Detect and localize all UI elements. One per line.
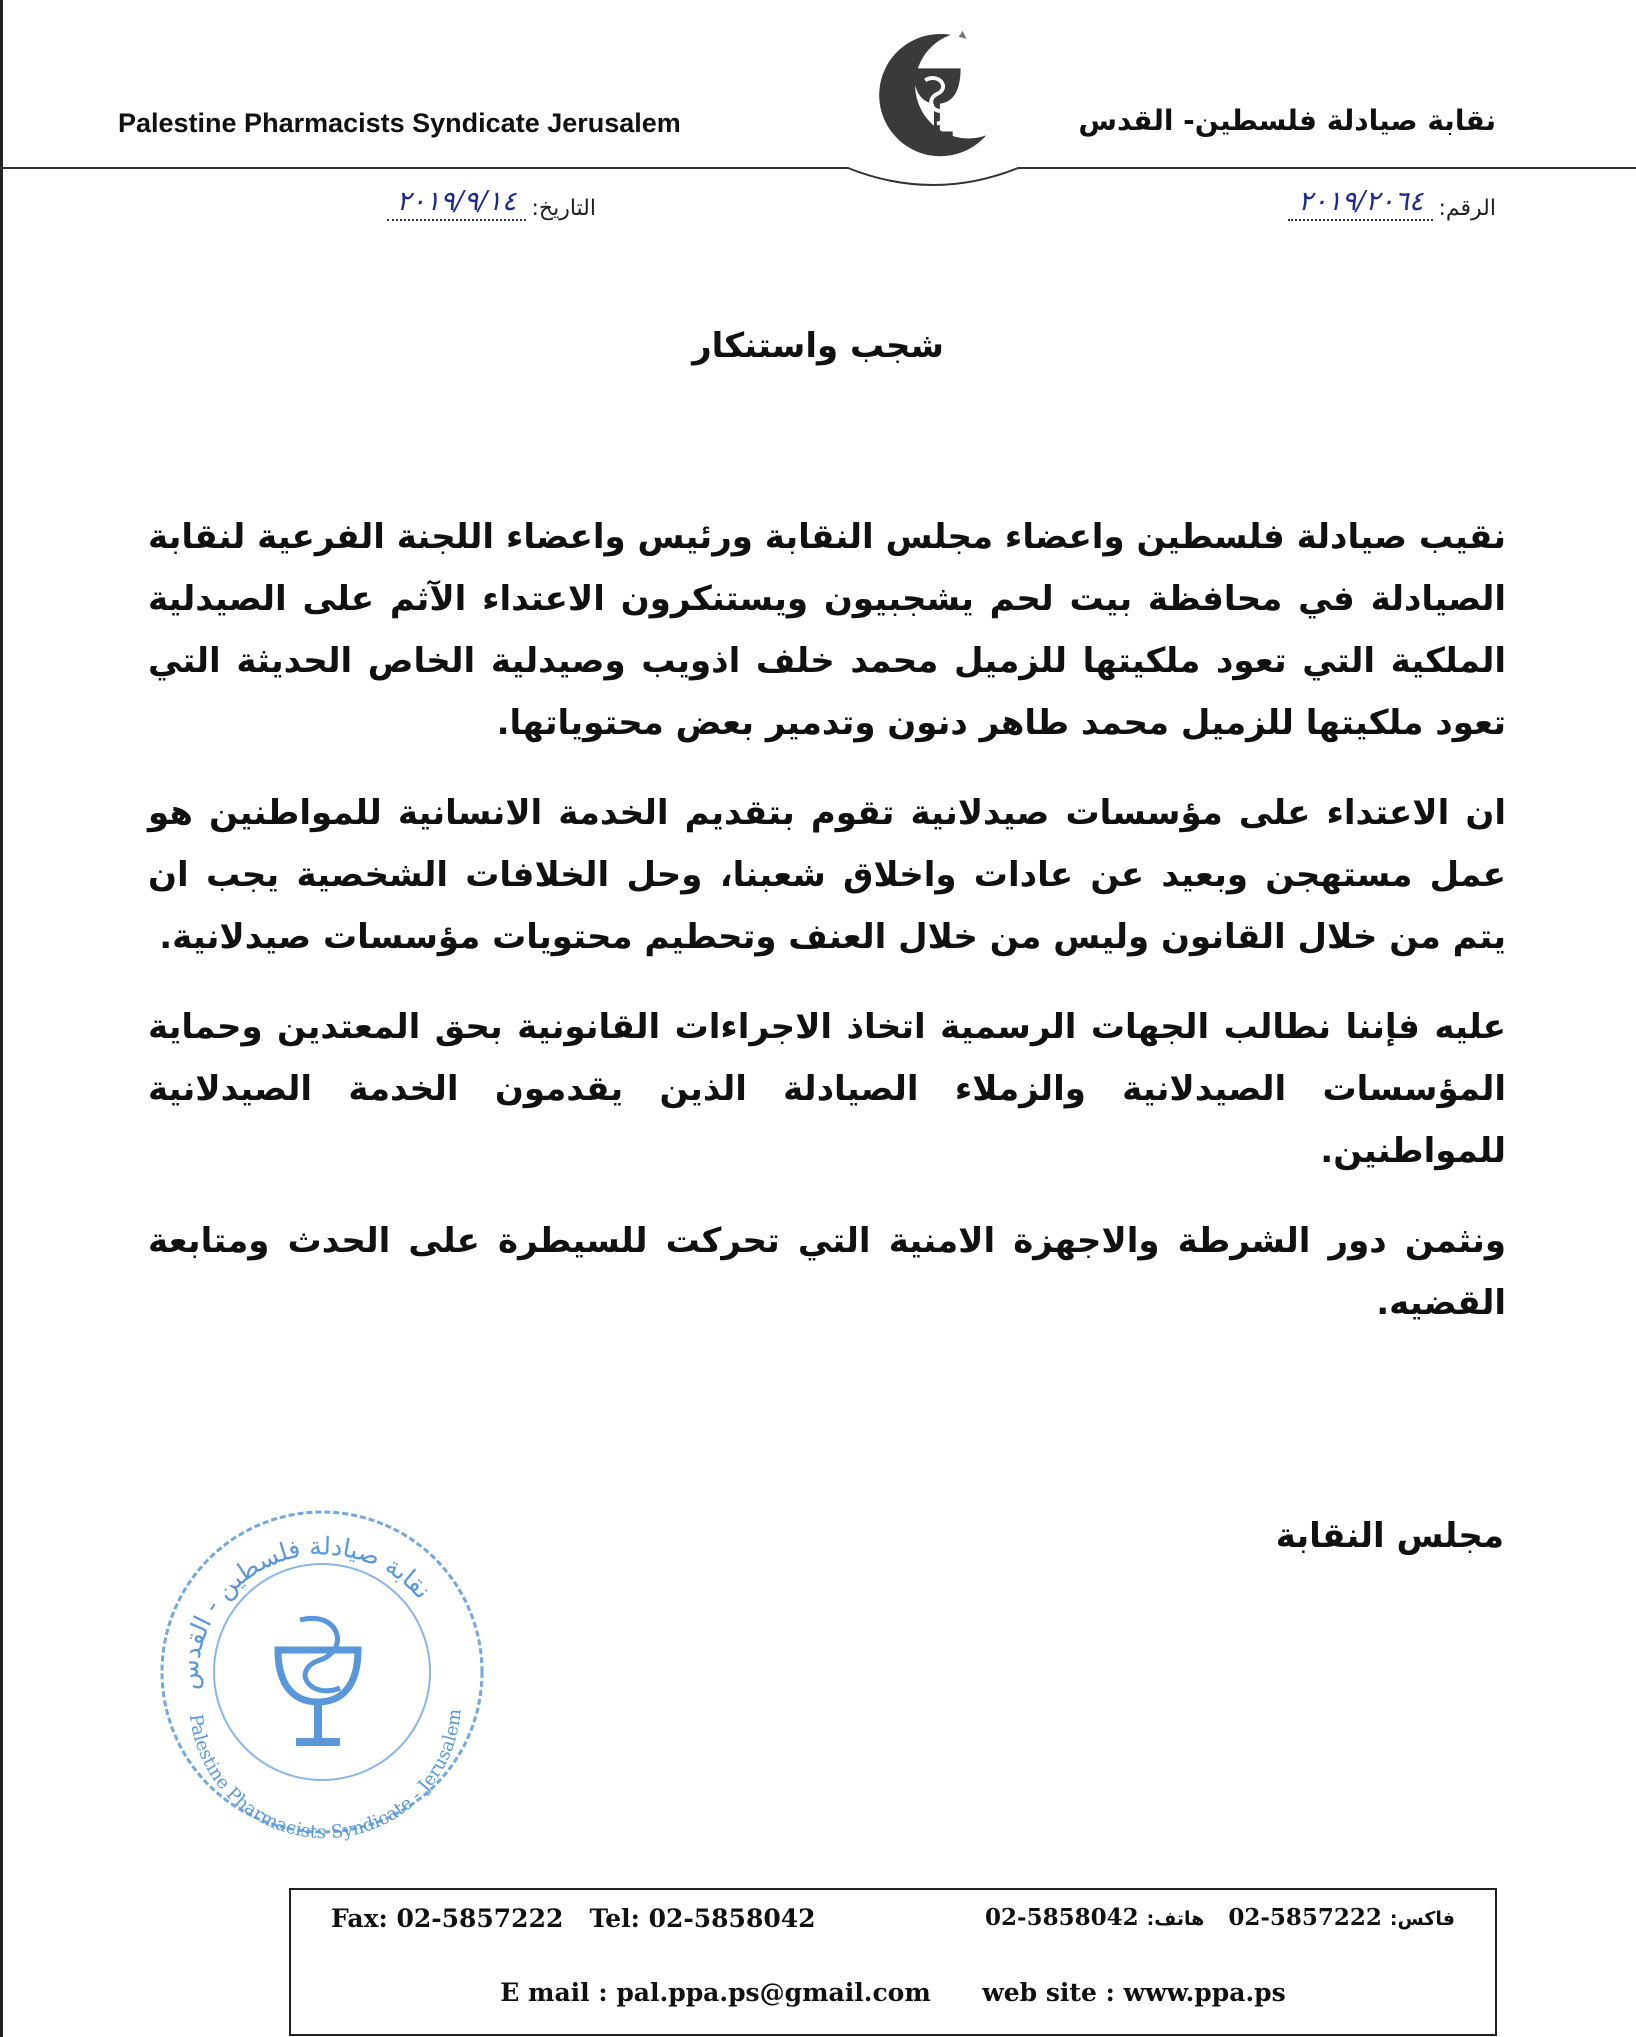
body-paragraph: عليه فإننا نطالب الجهات الرسمية اتخاذ الاجراءات القانونية بحق المعتدين وحماية المؤسسات الصيدلانية والزملاء الصيادلة الذين يقدمون الخدمة الصيدلانية للمواطنين. xyxy=(148,1007,1506,1171)
contact-arabic xyxy=(985,1904,1455,1931)
signature-council: مجلس النقابة xyxy=(1275,1516,1504,1556)
fax-ar-label: فاكس: xyxy=(1389,1908,1455,1930)
body-paragraph: ان الاعتداء على مؤسسات صيدلانية تقوم بتقديم الخدمة الانسانية للمواطنين هو عمل مستهجن وبعيد عن عادات واخلاق شعبنا، وحل الخلافات الشخصية يجب ان يتم من خلال القانون وليس من خلال العنف وتحطيم محتويات مؤسسات صيدلانية. xyxy=(148,793,1506,957)
document-title: شجب واستنكار xyxy=(692,326,944,366)
tel-ar-value: 02-5858042 xyxy=(985,1904,1139,1931)
body-paragraph: ونثمن دور الشرطة والاجهزة الامنية التي تحركت للسيطرة على الحدث ومتابعة القضيه. xyxy=(148,1221,1506,1323)
website-label: web site : xyxy=(982,1978,1115,2007)
reference-value: ٢٠١٩/٢٠٦٤ xyxy=(1288,186,1433,221)
stamp-text-arabic: نقابة صيادلة فلسطين - القدس xyxy=(174,1531,438,1691)
fax-ar-value: 02-5857222 xyxy=(1228,1904,1382,1931)
contact-footer xyxy=(289,1888,1497,2036)
document-date xyxy=(387,186,596,221)
date-value: ٢٠١٩/٩/١٤ xyxy=(387,186,527,221)
date-label: التاريخ: xyxy=(531,196,596,221)
fax-en-label: Fax: xyxy=(331,1904,388,1933)
bowl-of-hygieia-crescent-icon xyxy=(864,24,1002,164)
tel-en-value: 02-5858042 xyxy=(648,1904,816,1933)
letter-body xyxy=(148,506,1506,1362)
scan-edge xyxy=(0,0,3,2037)
stamp-text-english: Palestine Pharmacists Syndicate - Jerusalem xyxy=(184,1707,466,1844)
tel-ar-label: هاتف: xyxy=(1146,1908,1205,1930)
bowl-of-hygieia-crescent-stamp-icon xyxy=(150,1500,495,1845)
reference-label: الرقم: xyxy=(1438,196,1496,221)
website-value: www.ppa.ps xyxy=(1123,1978,1286,2007)
contact-email-web xyxy=(291,1978,1495,2007)
body-paragraph: نقيب صيادلة فلسطين واعضاء مجلس النقابة ورئيس واعضاء اللجنة الفرعية لنقابة الصيادلة في محافظة بيت لحم يشجبيون ويستنكرون الاعتداء الآثم على الصيدلية الملكية التي تعود ملكيتها للزميل محمد خلف اذويب وصيدلية الخاص الحديثة التي تعود ملكيتها للزميل محمد طاهر دنون وتدمير بعض محتوياتها. xyxy=(148,517,1506,743)
fax-en-value: 02-5857222 xyxy=(396,1904,564,1933)
contact-english xyxy=(331,1904,816,1933)
contact-phones xyxy=(291,1904,1495,1944)
tel-en-label: Tel: xyxy=(589,1904,640,1933)
org-name-arabic: نقابة صيادلة فلسطين- القدس xyxy=(1078,104,1496,137)
org-name-english: Palestine Pharmacists Syndicate Jerusalem xyxy=(118,108,681,138)
email-label: E mail : xyxy=(500,1978,608,2007)
reference-number xyxy=(1288,186,1496,221)
email-value: pal.ppa.ps@gmail.com xyxy=(616,1978,931,2007)
